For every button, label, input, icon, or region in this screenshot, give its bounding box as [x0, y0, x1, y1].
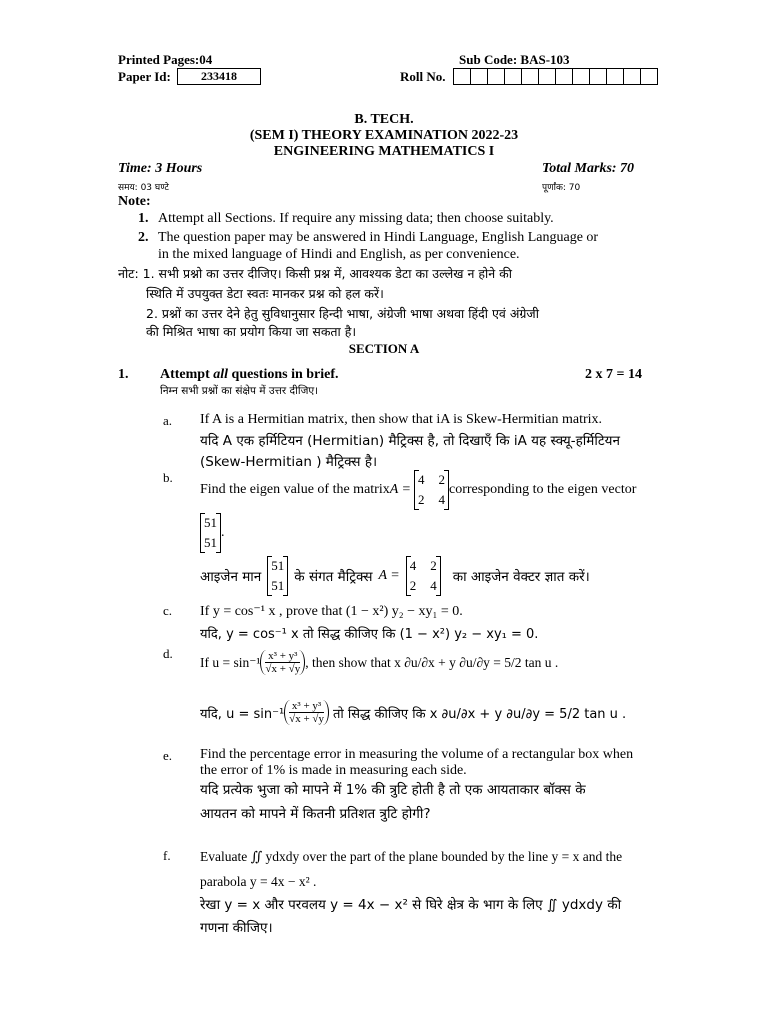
q-f-label: f. [163, 848, 171, 863]
note-2: The question paper may be answered in Hindi Language, English Language or [158, 230, 599, 245]
note-hi-1: नोट: 1. सभी प्रश्नो का उत्तर दीजिए। किसी प्रश्न में, आवश्यक डेटा का उल्लेख न होने की [118, 266, 512, 281]
time-label: Time: 3 Hours [118, 161, 203, 176]
paper-id-label: Paper Id: [118, 69, 171, 84]
q-f-text-hi-cont: गणना कीजिए। [200, 920, 273, 936]
q-a-label: a. [163, 413, 173, 428]
question-instruction-hi: निम्न सभी प्रश्नों का संक्षेप में उत्तर दीजिए। [160, 385, 319, 397]
note-1-number: 1. [138, 211, 149, 226]
q-e-text-cont: the error of 1% is made in measuring each side. [200, 763, 467, 778]
question-marks: 2 x 7 = 14 [585, 367, 642, 382]
roll-no-boxes[interactable] [453, 68, 658, 85]
q-f-text-hi: रेखा y = x और परवलय y = 4x − x² से घिरे क्षेत्र के भाग के लिए ∬ ydxdy की [200, 897, 622, 913]
note-hi-2: 2. प्रश्नों का उत्तर देने हेतु सुविधानुसार हिन्दी भाषा, अंग्रेजी भाषा अथवा हिंदी एवं अंग्रेजी [146, 306, 539, 321]
question-instruction: Attempt all questions in brief. [160, 367, 339, 382]
q-b-text-hi: आइजेन मान 51 51 के संगत मैट्रिक्स A = 4 2 2 4 का आइजेन वेक्टर ज्ञात करें। [200, 556, 590, 596]
q-e-text-hi: यदि प्रत्येक भुजा को मापने में 1% की त्रुटि होती है तो एक आयताकार बॉक्स के [200, 782, 586, 798]
exam-title: (SEM I) THEORY EXAMINATION 2022-23 [249, 128, 519, 143]
note-hi-1-cont: स्थिति में उपयुक्त डेटा स्वतः मानकर प्रश्न को हल करें। [146, 286, 384, 301]
q-b-text: Find the eigen value of the matrix A = 4 2 2 4 corresponding to the eigen vector [200, 470, 636, 510]
q-e-text-hi-cont: आयतन को मापने में कितनी प्रतिशत त्रुटि होगी? [200, 806, 431, 822]
q-f-text: Evaluate ∬ ydxdy over the part of the plane bounded by the line y = x and the [200, 849, 623, 864]
time-label-hi: समय: 03 घण्टे [118, 183, 169, 193]
q-a-text: If A is a Hermitian matrix, then show that iA is Skew-Hermitian matrix. [200, 412, 603, 427]
q-e-text: Find the percentage error in measuring the volume of a rectangular box when [200, 747, 634, 762]
q-e-label: e. [163, 748, 173, 763]
degree-title: B. TECH. [354, 112, 414, 127]
question-number: 1. [118, 367, 129, 382]
q-d-label: d. [163, 646, 173, 661]
q-b-matrix: 4 2 2 4 [414, 470, 449, 510]
marks-label: Total Marks: 70 [542, 161, 635, 176]
marks-label-hi: पूर्णांक: 70 [542, 183, 581, 193]
section-title: SECTION A [348, 341, 420, 356]
roll-no-label: Roll No. [400, 69, 446, 84]
paper-id-box: 233418 [177, 68, 261, 85]
q-a-text-hi-cont: (Skew-Hermitian ) मैट्रिक्स है। [200, 454, 378, 470]
q-b-label: b. [163, 470, 173, 485]
q-f-text-cont: parabola y = 4x − x² . [200, 874, 317, 889]
sub-code: Sub Code: BAS-103 [459, 52, 570, 67]
q-d-text-hi: यदि, u = sin⁻¹ $\frac{\text{x³ + y³}}{√x + √y}$ तो सिद्ध कीजिए कि x ∂u/∂x + y ∂u/∂y = 5/2 tan u . [200, 700, 627, 725]
note-2-number: 2. [138, 230, 149, 245]
q-c-text-hi: यदि, y = cos⁻¹ x तो सिद्ध कीजिए कि (1 − x²) y₂ − xy₁ = 0. [200, 627, 539, 642]
note-1: Attempt all Sections. If require any missing data; then choose suitably. [158, 211, 554, 226]
note-hi-2-cont: की मिश्रित भाषा का प्रयोग किया जा सकता है। [146, 324, 357, 339]
note-label: Note: [118, 194, 151, 209]
q-c-label: c. [163, 603, 173, 618]
note-2-cont: in the mixed language of Hindi and English, as per convenience. [158, 247, 520, 262]
q-b-vector: 51 51 . [200, 513, 225, 553]
q-a-text-hi: यदि A एक हर्मिटियन (Hermitian) मैट्रिक्स है, तो दिखाएँ कि iA यह स्क्यू-हर्मिटियन [200, 433, 620, 449]
subject-title: ENGINEERING MATHEMATICS I [273, 144, 495, 159]
q-c-text: If y = cos⁻¹ x , prove that (1 − x²) y₂ − xy₁ = 0. [200, 604, 463, 619]
printed-pages: Printed Pages:04 [118, 52, 213, 67]
q-d-text: If u = sin⁻¹ $\frac{\text{x³ + y³}}{√x + √y}$ , then show that x ∂u/∂x + y ∂u/∂y = 5/2 tan u . [200, 650, 559, 675]
